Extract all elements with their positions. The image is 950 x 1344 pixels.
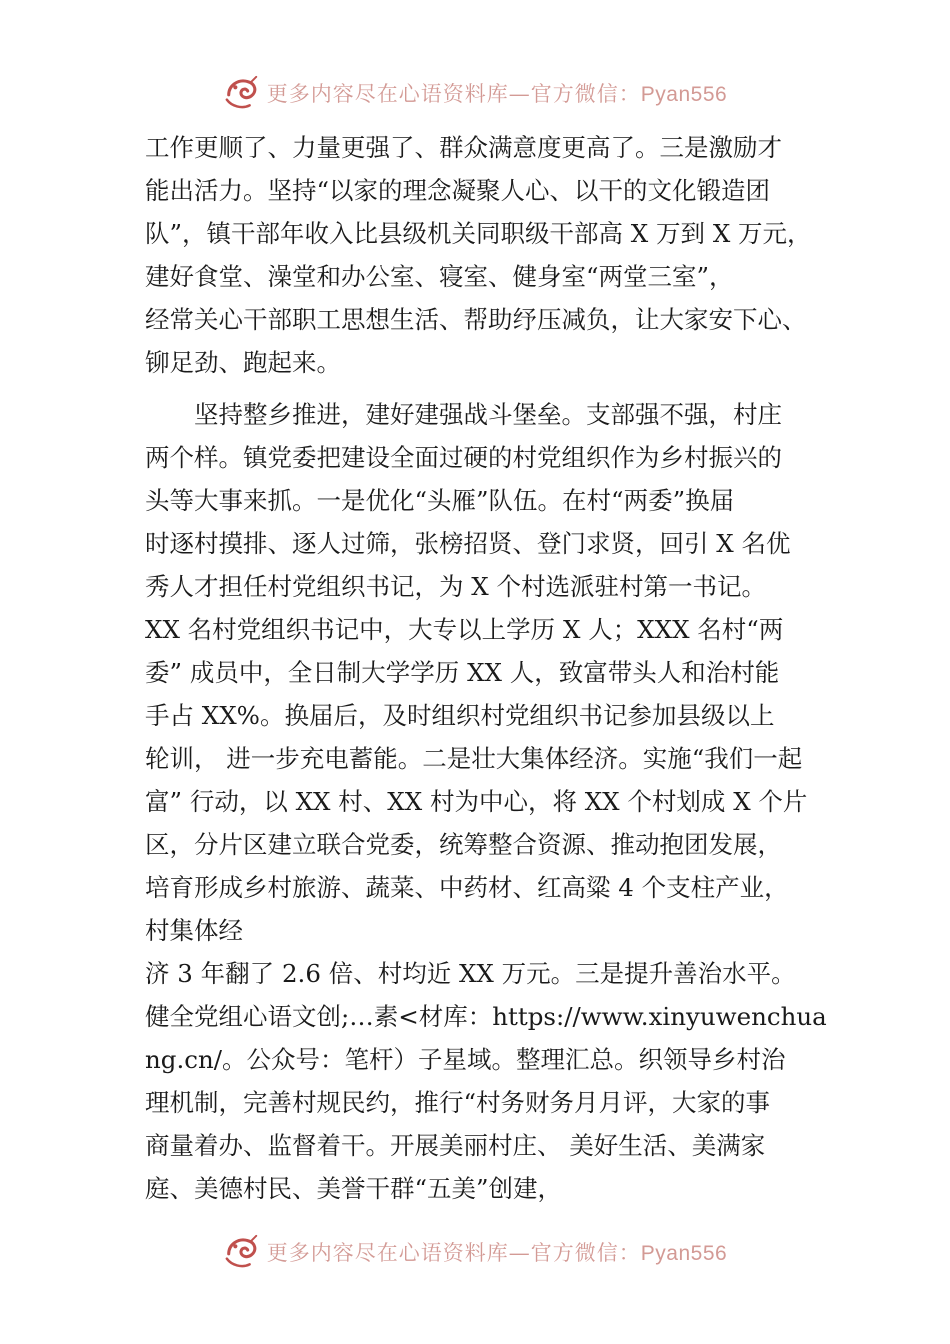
- text-line: 工作更顺了、力量更强了、群众满意度更高了。三是激励才: [145, 133, 782, 162]
- text-line: 坚持整乡推进，建好建强战斗堡垒。支部强不强，村庄: [145, 400, 782, 429]
- text-line: 能出活力。坚持“以家的理念凝聚人心、以干的文化锻造团: [145, 176, 771, 205]
- red-swirl-logo-icon: [223, 74, 261, 112]
- text-line: 队”，镇干部年收入比县级机关同职级干部高 X 万到 X 万元，: [145, 219, 812, 248]
- text-line: XX 名村党组织书记中，大专以上学历 X 人；XXX 名村“两: [145, 615, 784, 644]
- text-line: 理机制，完善村规民约，推行“村务财务月月评，大家的事: [145, 1088, 771, 1117]
- text-line: 铆足劲、跑起来。: [145, 348, 341, 377]
- document-body: [145, 126, 845, 1210]
- text-line: 富” 行动，以 XX 村、XX 村为中心，将 XX 个村划成 X 个片: [145, 787, 808, 816]
- text-line: 建好食堂、澡堂和办公室、寝室、健身室“两堂三室”，: [145, 262, 734, 291]
- text-line: 委” 成员中，全日制大学学历 XX 人，致富带头人和治村能: [145, 658, 780, 687]
- watermark-text: 更多内容尽在心语资料库—官方微信：Pyan556: [266, 1241, 728, 1265]
- text-line: 村集体经: [145, 916, 243, 945]
- text-line: 轮训， 进一步充电蓄能。二是壮大集体经济。实施“我们一起: [145, 744, 803, 773]
- text-line: 济 3 年翻了 2.6 倍、村均近 XX 万元。三是提升善治水平。: [145, 959, 796, 988]
- footer-watermark-banner: [0, 1232, 950, 1272]
- text-line: 庭、美德村民、美誉干群“五美”创建，: [145, 1174, 563, 1203]
- text-line: 区，分片区建立联合党委，统筹整合资源、推动抱团发展，: [145, 830, 782, 859]
- text-line: 头等大事来抓。一是优化“头雁”队伍。在村“两委”换届: [145, 486, 735, 515]
- text-line: 经常关心干部职工思想生活、帮助纾压减负，让大家安下心、: [145, 305, 807, 334]
- text-line: 手占 XX%。换届后，及时组织村党组织书记参加县级以上: [145, 701, 775, 730]
- header-watermark-banner: [0, 73, 950, 113]
- text-line: 健全党组心语文创;…素<材库：https://www.xinyuwenchua: [145, 1002, 827, 1031]
- text-line: 秀人才担任村党组织书记，为 X 个村选派驻村第一书记。: [145, 572, 767, 601]
- text-line: 培育形成乡村旅游、蔬菜、中药材、红高粱 4 个支柱产业，: [145, 873, 789, 902]
- watermark-text: 更多内容尽在心语资料库—官方微信：Pyan556: [266, 82, 728, 106]
- red-swirl-logo-icon: [223, 1233, 261, 1271]
- text-line: 商量着办、监督着干。开展美丽村庄、 美好生活、美满家: [145, 1131, 766, 1160]
- text-line: 时逐村摸排、逐人过筛，张榜招贤、登门求贤，回引 X 名优: [145, 529, 791, 558]
- paragraph-gap: [145, 384, 845, 393]
- text-line: 两个样。镇党委把建设全面过硬的村党组织作为乡村振兴的: [145, 443, 782, 472]
- text-line: ng.cn/。公众号：笔杆）子星域。整理汇总。织领导乡村治: [145, 1045, 786, 1074]
